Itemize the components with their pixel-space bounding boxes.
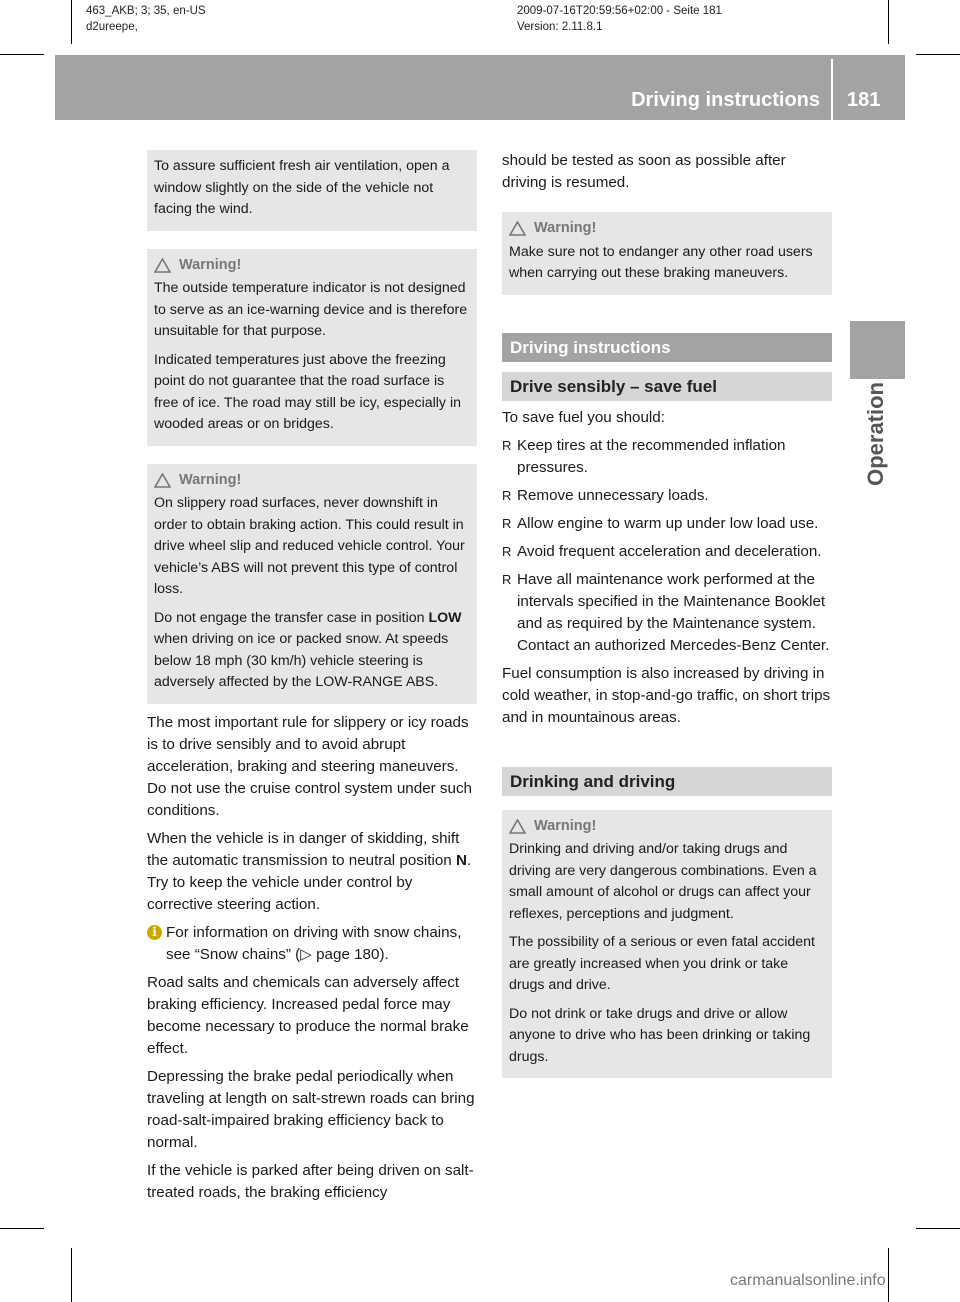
warning-text: Make sure not to endanger any other road users when carrying out these braking maneuvers. (509, 243, 813, 281)
list-item: R Allow engine to warm up under low load use. (502, 513, 832, 535)
warning-heading (154, 470, 469, 492)
crop-mark (888, 1248, 889, 1302)
warning-heading (509, 218, 824, 240)
subsection-heading: Drinking and driving (502, 767, 832, 796)
bullet-list (502, 435, 832, 657)
page-title: Driving instructions (631, 89, 820, 111)
body-paragraph (147, 828, 477, 916)
warning-heading (154, 255, 469, 277)
warning-triangle-icon (154, 473, 171, 488)
list-item: R Have all maintenance work performed at the intervals specified in the Maintenance Booklet and as required by the Maintenance system. Contact an authorized Mercedes-Benz Center. (502, 569, 832, 657)
bold-term: LOW (428, 609, 462, 626)
chapter-label: Operation (863, 382, 888, 486)
body-paragraph: Road salts and chemicals can adversely affect braking efficiency. Increased pedal force may become necessary to produce the normal brake effect. (147, 973, 469, 1057)
header-divider (831, 59, 833, 120)
info-icon: i (147, 925, 162, 940)
left-column (147, 150, 477, 1210)
body-paragraph: Depressing the brake pedal periodically when traveling at length on salt-strewn roads can bring road-salt-impaired braking efficiency back to normal. (147, 1067, 475, 1151)
warning-heading (509, 816, 824, 838)
crop-mark (888, 0, 889, 44)
warning-triangle-icon (154, 258, 171, 273)
list-item: R Remove unnecessary loads. (502, 485, 832, 507)
print-meta-right (517, 3, 722, 35)
section-heading: Driving instructions (502, 333, 832, 362)
crop-mark (71, 0, 72, 44)
crop-mark (0, 54, 44, 55)
body-paragraph: To save fuel you should: (502, 408, 665, 426)
crop-mark (71, 1248, 72, 1302)
body-paragraph: Fuel consumption is also increased by driving in cold weather, in stop-and-go traffic, on short trips and in mountainous areas. (502, 664, 831, 726)
text-run: . Try to keep the vehicle under control by corrective steering action. (147, 851, 472, 913)
text-run: when driving on ice or packed snow. At speeds below 18 mph (30 km/h) vehicle steering is adversely affected by the LOW-RANGE ABS. (154, 631, 449, 690)
list-item: R Avoid frequent acceleration and deceleration. (502, 541, 832, 563)
warning-triangle-icon (509, 221, 526, 236)
page-number: 181 (847, 89, 881, 111)
warning-heading-text: Warning! (179, 471, 242, 488)
text-run: Do not engage the transfer case in position (154, 609, 429, 626)
print-meta-left (86, 3, 206, 35)
warning-text: Do not drink or take drugs and drive or allow anyone to drive who has been drinking or taking drugs. (509, 1005, 811, 1065)
warning-triangle-icon (509, 819, 526, 834)
info-note (147, 922, 477, 966)
crop-mark (0, 1228, 44, 1229)
meta-line: d2ureepe, (86, 21, 138, 33)
chapter-tab (850, 321, 905, 379)
warning-box (147, 464, 477, 704)
warning-heading-text: Warning! (534, 220, 597, 236)
body-paragraph: should be tested as soon as possible after driving is resumed. (502, 152, 786, 191)
meta-line: 2009-07-16T20:59:56+02:00 - Seite 181 (517, 5, 722, 17)
warning-text: Indicated temperatures just above the freezing point do not guarantee that the road surface is free of ice. The road may still be icy, especially in wooded areas or on bridges. (154, 351, 462, 432)
page-header-bar (55, 55, 905, 120)
warning-box (147, 249, 477, 446)
body-paragraph: The most important rule for slippery or icy roads is to drive sensibly and to avoid abrupt acceleration, braking and steering maneuvers. Do not use the cruise control system under such conditions. (147, 713, 473, 819)
warning-text: On slippery road surfaces, never downshift in order to obtain braking action. This could result in drive wheel slip and reduced vehicle control. Your vehicle’s ABS will not prevent this type of control loss. (154, 495, 465, 597)
subsection-heading: Drive sensibly – save fuel (502, 372, 832, 401)
warning-heading-text: Warning! (179, 256, 242, 273)
warning-text (154, 608, 469, 694)
bold-term: N (455, 851, 467, 869)
text-run: When the vehicle is in danger of skidding, shift the automatic transmission to neutral position (147, 829, 460, 869)
info-text: For information on driving with snow chains, see “Snow chains” (▷ page 180). (166, 923, 462, 963)
warning-text: The outside temperature indicator is not designed to serve as an ice-warning device and is therefore unsuitable for that purpose. (154, 280, 468, 339)
warning-box (502, 212, 832, 295)
meta-line: 463_AKB; 3; 35, en-US (86, 5, 206, 17)
right-column (502, 150, 832, 1096)
warning-heading-text: Warning! (534, 817, 597, 834)
meta-line: Version: 2.11.8.1 (517, 21, 603, 33)
watermark: carmanualsonline.info (730, 1272, 886, 1289)
warning-box (502, 810, 832, 1079)
body-paragraph: If the vehicle is parked after being driven on salt-treated roads, the braking efficiency (147, 1161, 474, 1201)
warning-text: Drinking and driving and/or taking drugs and driving are very dangerous combinations. Even a small amount of alcohol or drugs can affect your reflexes, perceptions and judgment. (509, 841, 817, 922)
crop-mark (916, 1228, 960, 1229)
crop-mark (916, 54, 960, 55)
note-box (147, 150, 477, 231)
warning-text: The possibility of a serious or even fatal accident are greatly increased when you drink or take drugs and drive. (509, 934, 815, 993)
list-item: R Keep tires at the recommended inflation pressures. (502, 435, 832, 479)
note-text: To assure sufficient fresh air ventilation, open a window slightly on the side of the vehicle not facing the wind. (154, 158, 450, 217)
